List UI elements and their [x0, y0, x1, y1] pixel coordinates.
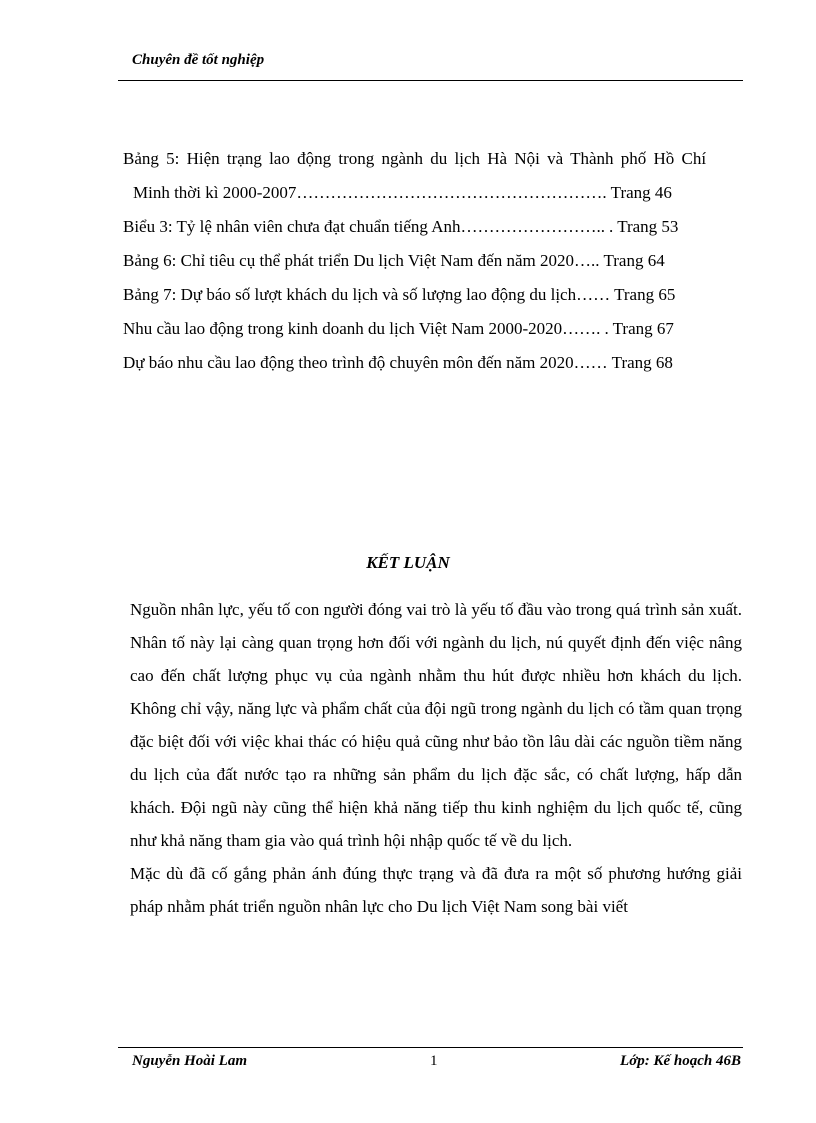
toc-entry — [123, 176, 743, 210]
toc-entry-text: Nhu cầu lao động trong kinh doanh du lịch Việt Nam 2000-2020……. — [123, 319, 601, 338]
toc-entry — [123, 346, 743, 380]
footer-author: Nguyễn Hoài Lam — [132, 1053, 247, 1069]
toc-entry — [123, 312, 743, 346]
toc-entry-text: Bảng 5: Hiện trạng lao động trong ngành du lịch Hà Nội và Thành phố Hồ Chí — [123, 149, 707, 168]
conclusion-paragraph: Nguồn nhân lực, yếu tố con người đóng vai trò là yếu tố đầu vào trong quá trình sản xuất. Nhân tố này lại càng quan trọng hơn đối với ngành du lịch, nú quyết định đến việc nâng cao đến chất lượng phục vụ của ngành nhằm thu hút được nhiều hơn khách du lịch. Không chỉ vậy, năng lực và phẩm chất của đội ngũ trong ngành du lịch có tầm quan trọng đặc biệt đối với việc khai thác có hiệu quả cũng như bảo tồn lâu dài các nguồn tiềm năng du lịch của đất nước tạo ra những sản phẩm du lịch đặc sắc, có chất lượng, hấp dẫn khách. Đội ngũ này cũng thể hiện khả năng tiếp thu kinh nghiệm du lịch quốc tế, cũng như khả năng tham gia vào quá trình hội nhập quốc tế về du lịch. — [130, 600, 742, 850]
footer-page-number: 1 — [430, 1053, 438, 1069]
toc-entry-text: Minh thời kì 2000-2007………………………………………………. — [133, 183, 607, 202]
table-of-figures — [123, 142, 743, 380]
toc-entry-text: Bảng 6: Chỉ tiêu cụ thể phát triển Du lịch Việt Nam đến năm 2020….. — [123, 251, 600, 270]
toc-entry-page: . Trang 67 — [604, 319, 674, 338]
toc-entry-page: Trang 46 — [610, 183, 672, 202]
toc-entry-text: Bảng 7: Dự báo số lượt khách du lịch và số lượng lao động du lịch…… — [123, 285, 611, 304]
toc-entry — [123, 210, 743, 244]
toc-entry-text: Dự báo nhu cầu lao động theo trình độ chuyên môn đến năm 2020…… — [123, 353, 608, 372]
toc-entry-page: . Trang 53 — [609, 217, 679, 236]
toc-entry-line — [123, 142, 743, 176]
toc-entry-page: Trang 68 — [611, 353, 673, 372]
footer-divider — [118, 1047, 743, 1048]
page-header-title: Chuyên đề tốt nghiệp — [132, 52, 265, 68]
toc-entry-page: Trang 65 — [614, 285, 676, 304]
page-footer — [118, 1053, 743, 1075]
conclusion-heading: KẾT LUẬN — [366, 553, 450, 572]
toc-entry — [123, 244, 743, 278]
toc-entry-page: Trang 64 — [603, 251, 665, 270]
toc-entry — [123, 278, 743, 312]
footer-class-label: Lớp: Kế hoạch 46B — [620, 1053, 741, 1069]
conclusion-body — [130, 593, 742, 923]
toc-entry-text: Biểu 3: Tỷ lệ nhân viên chưa đạt chuẩn tiếng Anh…………………….. — [123, 217, 605, 236]
conclusion-paragraph: Mặc dù đã cố gắng phản ánh đúng thực trạng và đã đưa ra một số phương hướng giải pháp nhằm phát triển nguồn nhân lực cho Du lịch Việt Nam song bài viết — [130, 864, 742, 916]
header-divider — [118, 80, 743, 81]
